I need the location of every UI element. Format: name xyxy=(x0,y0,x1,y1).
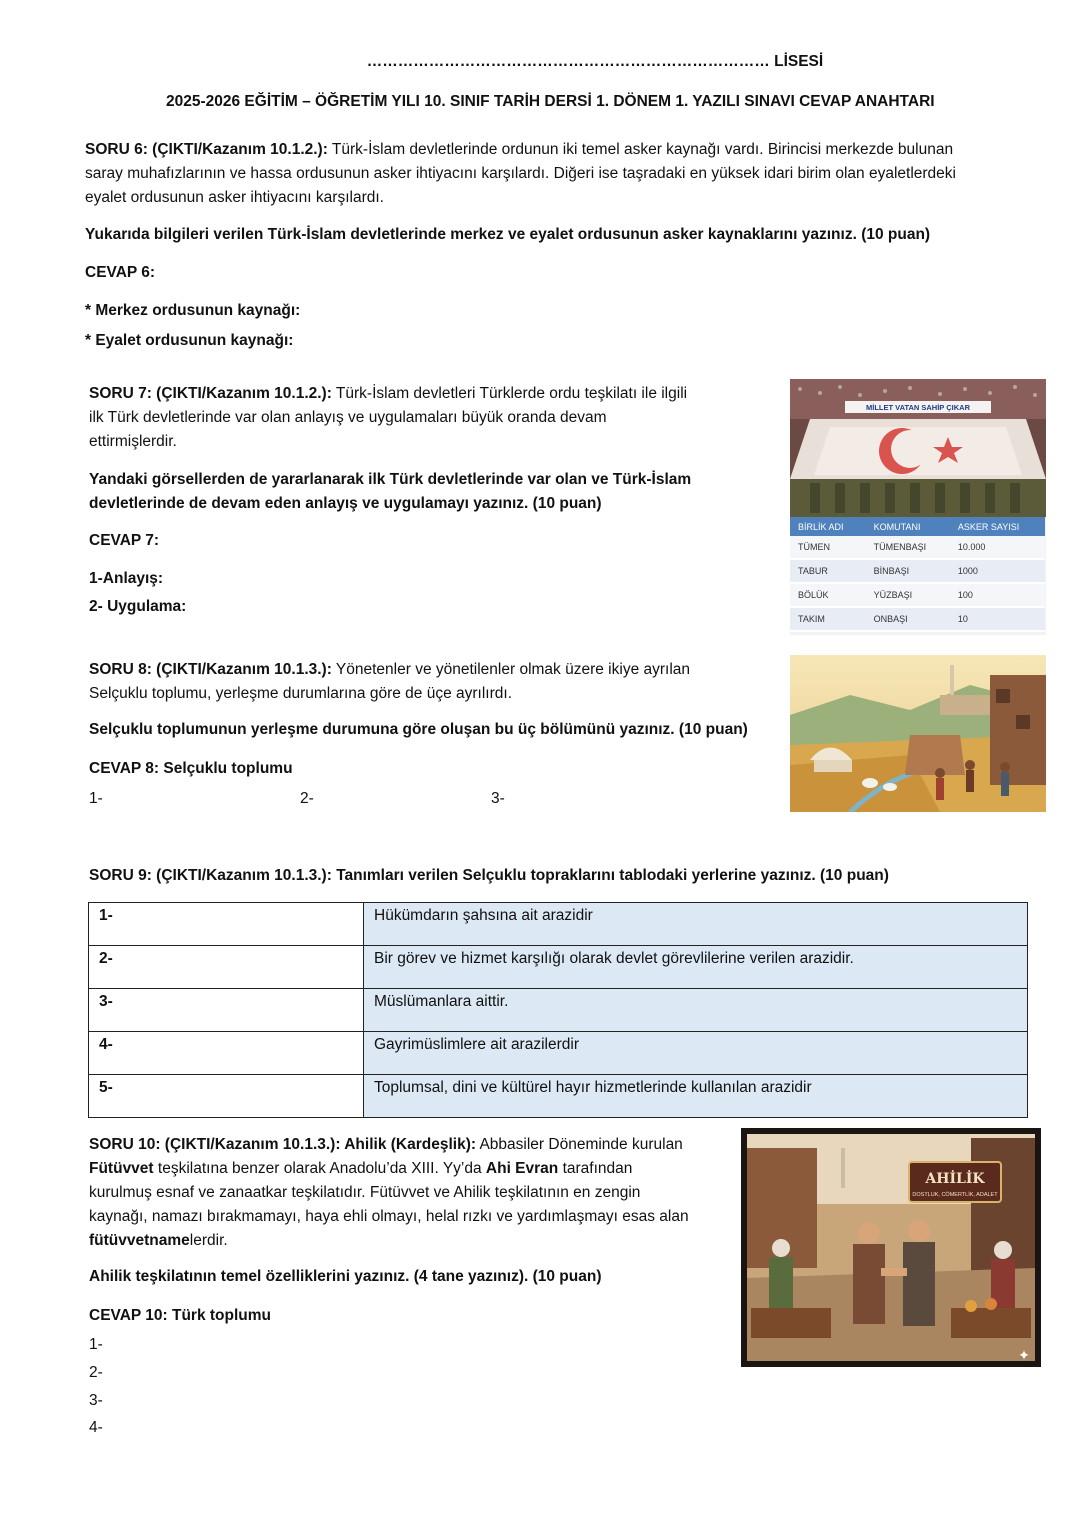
seljuk-settlement-illustration xyxy=(790,655,1046,812)
q8-answer-label: CEVAP 8: Selçuklu toplumu xyxy=(89,760,293,777)
q7-text: SORU 7: (ÇIKTI/Kazanım 10.1.2.): Türk-İslam devletleri Türklerde ordu teşkilatı ile ilgili ilk Türk devletlerinde var olan anlayış ve uygulamaları büyük oranda devam ettirmişlerdir. xyxy=(89,385,688,450)
q9-num: 2- xyxy=(89,946,364,989)
q9-title: SORU 9: (ÇIKTI/Kazanım 10.1.3.): Tanımları verilen Selçuklu topraklarını tablodaki yerlerine yazınız. (10 puan) xyxy=(89,867,889,884)
rank-header: BİRLİK ADI xyxy=(790,517,866,536)
q9-num: 4- xyxy=(89,1032,364,1075)
q7-figure xyxy=(790,379,1046,635)
q7-item-1: 1-Anlayış: xyxy=(89,570,164,587)
rank-cell: 10.000 xyxy=(950,536,1045,559)
rank-cell: 10 xyxy=(950,607,1045,631)
table-row xyxy=(89,903,1028,946)
q9-def: Müslümanlara aittir. xyxy=(364,989,1028,1032)
q8-slot-1: 1- xyxy=(89,790,103,807)
sign-title: AHİLİK xyxy=(925,1171,985,1187)
banner-text: MİLLET VATAN SAHİP ÇIKAR xyxy=(865,403,971,412)
table-row xyxy=(89,1032,1028,1075)
q8-slot-3: 3- xyxy=(491,790,505,807)
rank-cell: BÖLÜK xyxy=(790,583,866,607)
q7-answer-label: CEVAP 7: xyxy=(89,532,160,549)
q10-question: Ahilik teşkilatının temel özelliklerini yazınız. (4 tane yazınız). (10 puan) xyxy=(89,1268,602,1285)
q10-item-1: 1- xyxy=(89,1336,103,1353)
ceremony-illustration xyxy=(790,379,1046,517)
rank-cell: TÜMENBAŞI xyxy=(866,536,950,559)
table-row xyxy=(89,946,1028,989)
q10-answer-label: CEVAP 10: Türk toplumu xyxy=(89,1307,272,1324)
q9-def: Gayrimüslimlere ait arazilerdir xyxy=(364,1032,1028,1075)
q9-def: Toplumsal, dini ve kültürel hayır hizmetlerinde kullanılan arazidir xyxy=(364,1075,1028,1118)
rank-table xyxy=(790,517,1045,632)
q10-item-3: 3- xyxy=(89,1392,103,1409)
q9-def: Hükümdarın şahsına ait arazidir xyxy=(364,903,1028,946)
rank-cell: TÜMEN xyxy=(790,536,866,559)
q10-item-2: 2- xyxy=(89,1364,103,1381)
q6-item-1: * Merkez ordusunun kaynağı: xyxy=(85,302,301,319)
rank-cell: YÜZBAŞI xyxy=(866,583,950,607)
q8-question: Selçuklu toplumunun yerleşme durumuna göre oluşan bu üç bölümünü yazınız. (10 puan) xyxy=(89,721,748,738)
q6-text: SORU 6: (ÇIKTI/Kazanım 10.1.2.): Türk-İslam devletlerinde ordunun iki temel asker kaynağı vardı. Birincisi merkezde bulunan saray muhafızlarının ve hassa ordusunun asker ihtiyacını karşılardı. Diğeri ise taşradaki en yüksek idari birim olan eyaletlerdeki eyalet ordusunun asker ihtiyacını karşılardı. xyxy=(85,141,956,206)
q10-text: SORU 10: (ÇIKTI/Kazanım 10.1.3.): Ahilik (Kardeşlik): Abbasiler Döneminde kurulan Fütüvvet teşkilatına benzer olarak Anadolu’da XIII. Yy’da Ahi Evran tarafından kurulmuş esnaf ve zanaatkar teşkilatıdır. Fütüvvet ve Ahilik teşkilatının en zengin kaynağı, namazı bırakmamayı, haya ehli olmayı, helal rızkı ve yardımlaşmayı esas alan fütüvvetnamelerdir. xyxy=(89,1136,689,1249)
q6-item-2: * Eyalet ordusunun kaynağı: xyxy=(85,332,294,349)
q9-num: 5- xyxy=(89,1075,364,1118)
rank-cell: 1000 xyxy=(950,559,1045,583)
rank-header: ASKER SAYISI xyxy=(950,517,1045,536)
school-line: …………………………………………………………………… LİSESİ xyxy=(366,53,824,70)
sparkle-icon: ✦ xyxy=(1018,1347,1030,1363)
rank-header: KOMUTANI xyxy=(866,517,950,536)
q8-text: SORU 8: (ÇIKTI/Kazanım 10.1.3.): Yönetenler ve yönetilenler olmak üzere ikiye ayrılan Selçuklu toplumu, yerleşme durumlarına göre de üçe ayrılırdı. xyxy=(89,661,691,702)
q9-num: 3- xyxy=(89,989,364,1032)
table-row xyxy=(89,1075,1028,1118)
ahilik-bazaar-illustration xyxy=(741,1128,1041,1367)
q7-question: Yandaki görsellerden de yararlanarak ilk Türk devletlerinde var olan ve Türk-İslam devletlerinde de devam eden anlayış ve uygulamayı yazınız. (10 puan) xyxy=(89,471,692,512)
sign-subtitle: DOSTLUK, CÖMERTLİK, ADALET xyxy=(912,1192,998,1198)
q9-num: 1- xyxy=(89,903,364,946)
rank-cell: TAKIM xyxy=(790,607,866,631)
q7-item-2: 2- Uygulama: xyxy=(89,598,187,615)
q6-question: Yukarıda bilgileri verilen Türk-İslam devletlerinde merkez ve eyalet ordusunun asker kaynaklarını yazınız. (10 puan) xyxy=(85,226,931,243)
q9-land-table xyxy=(88,902,1028,1118)
table-row xyxy=(89,989,1028,1032)
q9-def: Bir görev ve hizmet karşılığı olarak devlet görevlilerine verilen arazidir. xyxy=(364,946,1028,989)
rank-cell: ONBAŞI xyxy=(866,607,950,631)
q10-item-4: 4- xyxy=(89,1419,103,1436)
q8-slot-2: 2- xyxy=(300,790,314,807)
rank-cell: 100 xyxy=(950,583,1045,607)
rank-cell: BİNBAŞI xyxy=(866,559,950,583)
q6-answer-label: CEVAP 6: xyxy=(85,264,156,281)
rank-cell: TABUR xyxy=(790,559,866,583)
exam-title: 2025-2026 EĞİTİM – ÖĞRETİM YILI 10. SINIF TARİH DERSİ 1. DÖNEM 1. YAZILI SINAVI CEVAP ANAHTARI xyxy=(166,93,935,110)
